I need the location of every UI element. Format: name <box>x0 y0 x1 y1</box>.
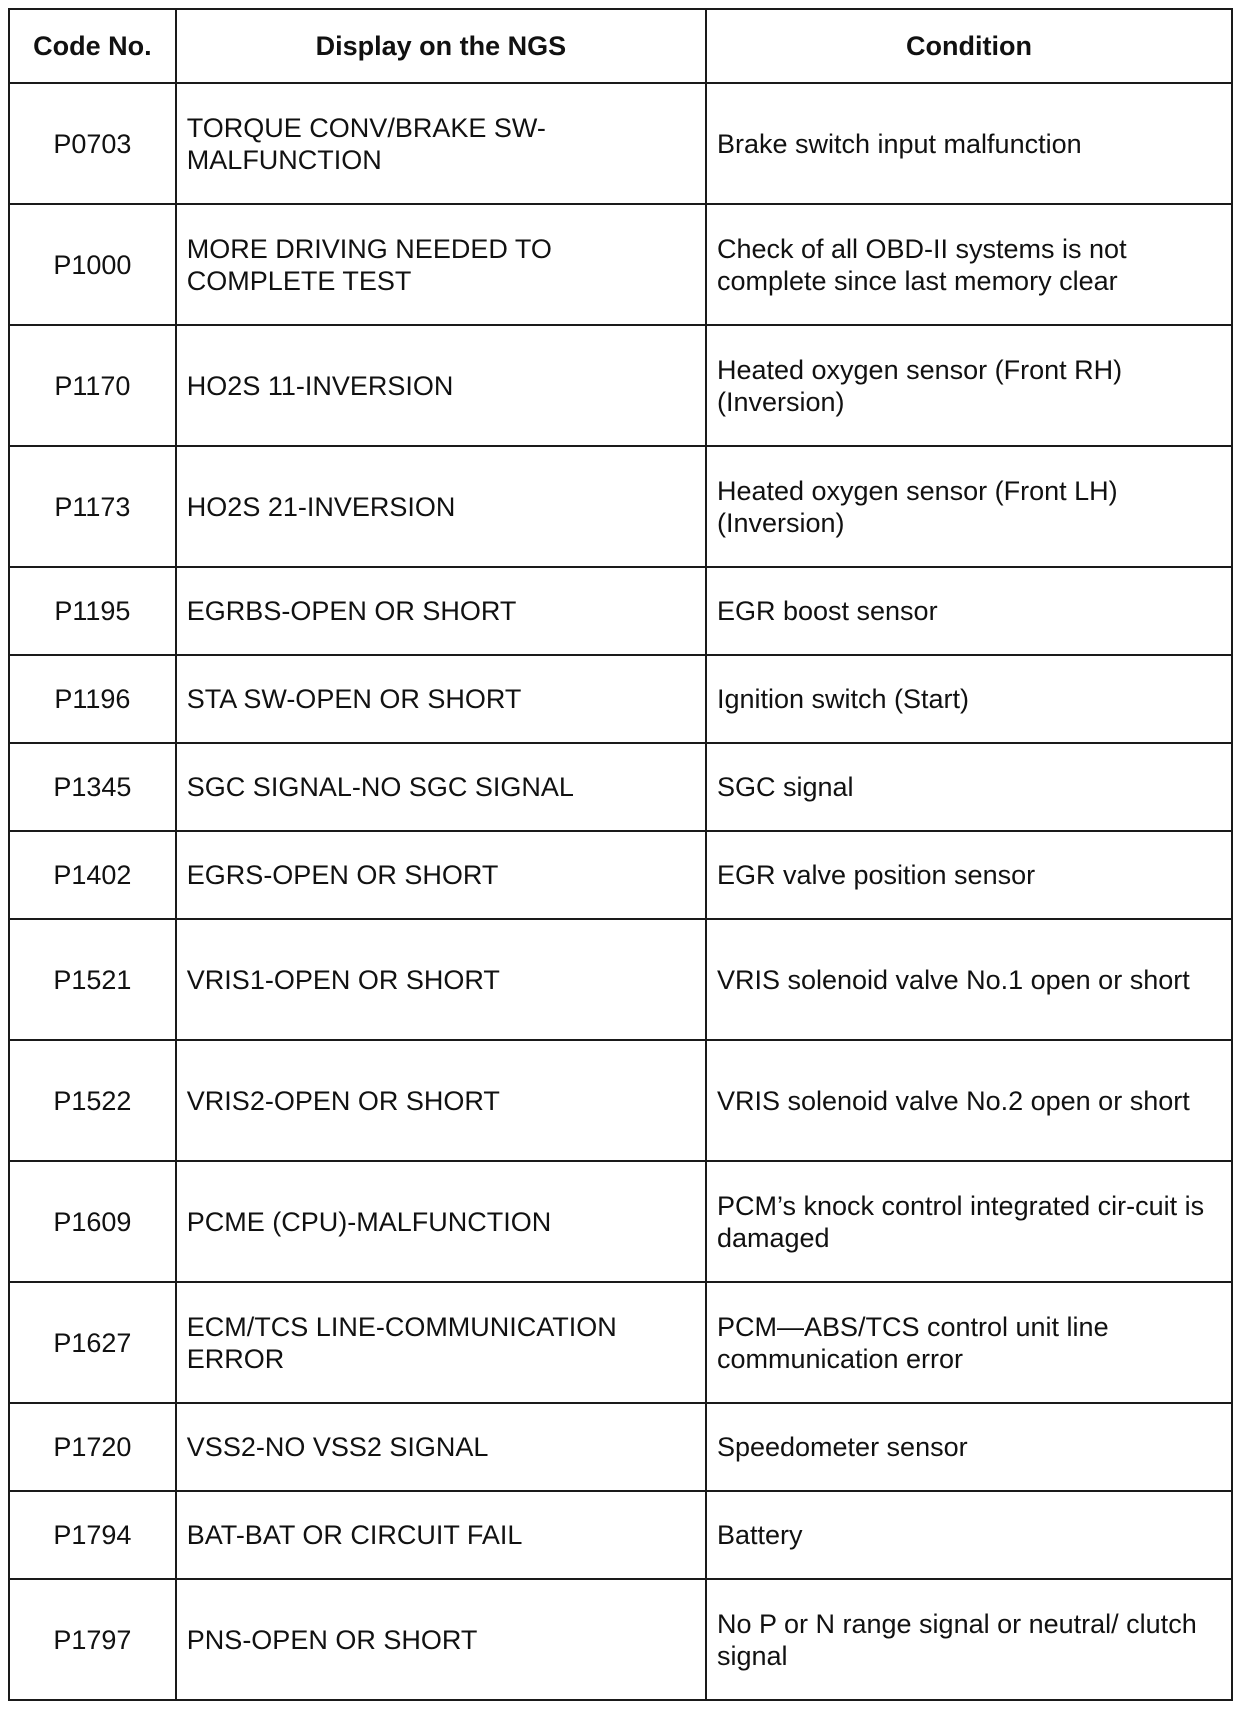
display-cell: TORQUE CONV/BRAKE SW-MALFUNCTION <box>176 83 706 204</box>
code-cell: P1345 <box>9 743 176 831</box>
display-cell: PNS-OPEN OR SHORT <box>176 1579 706 1700</box>
table-row <box>9 1579 1232 1700</box>
table-row <box>9 919 1232 1040</box>
code-cell: P1173 <box>9 446 176 567</box>
display-cell: BAT-BAT OR CIRCUIT FAIL <box>176 1491 706 1579</box>
condition-cell: EGR boost sensor <box>706 567 1232 655</box>
code-cell: P1797 <box>9 1579 176 1700</box>
table-row <box>9 831 1232 919</box>
header-condition: Condition <box>706 9 1232 83</box>
code-cell: P1609 <box>9 1161 176 1282</box>
document-page <box>8 8 1233 1701</box>
condition-cell: PCM—ABS/TCS control unit line communication error <box>706 1282 1232 1403</box>
display-cell: HO2S 21-INVERSION <box>176 446 706 567</box>
table-row <box>9 204 1232 325</box>
code-cell: P1170 <box>9 325 176 446</box>
table-row <box>9 655 1232 743</box>
code-cell: P1720 <box>9 1403 176 1491</box>
code-cell: P1196 <box>9 655 176 743</box>
display-cell: SGC SIGNAL-NO SGC SIGNAL <box>176 743 706 831</box>
condition-cell: Speedometer sensor <box>706 1403 1232 1491</box>
condition-cell: Heated oxygen sensor (Front RH) (Inversion) <box>706 325 1232 446</box>
display-cell: VRIS1-OPEN OR SHORT <box>176 919 706 1040</box>
display-cell: VRIS2-OPEN OR SHORT <box>176 1040 706 1161</box>
table-row <box>9 1161 1232 1282</box>
table-row <box>9 446 1232 567</box>
table-row <box>9 1040 1232 1161</box>
display-cell: EGRS-OPEN OR SHORT <box>176 831 706 919</box>
condition-cell: PCM’s knock control integrated cir-cuit is damaged <box>706 1161 1232 1282</box>
diagnostic-code-table <box>8 8 1233 1701</box>
display-cell: ECM/TCS LINE-COMMUNICATION ERROR <box>176 1282 706 1403</box>
table-row <box>9 1403 1232 1491</box>
code-cell: P1521 <box>9 919 176 1040</box>
table-row <box>9 325 1232 446</box>
code-cell: P1522 <box>9 1040 176 1161</box>
table-row <box>9 1491 1232 1579</box>
display-cell: MORE DRIVING NEEDED TO COMPLETE TEST <box>176 204 706 325</box>
condition-cell: Check of all OBD-II systems is not complete since last memory clear <box>706 204 1232 325</box>
condition-cell: SGC signal <box>706 743 1232 831</box>
display-cell: VSS2-NO VSS2 SIGNAL <box>176 1403 706 1491</box>
condition-cell: VRIS solenoid valve No.1 open or short <box>706 919 1232 1040</box>
condition-cell: No P or N range signal or neutral/ clutch signal <box>706 1579 1232 1700</box>
code-cell: P1627 <box>9 1282 176 1403</box>
condition-cell: Heated oxygen sensor (Front LH) (Inversion) <box>706 446 1232 567</box>
display-cell: HO2S 11-INVERSION <box>176 325 706 446</box>
condition-cell: Ignition switch (Start) <box>706 655 1232 743</box>
code-cell: P1794 <box>9 1491 176 1579</box>
display-cell: PCME (CPU)-MALFUNCTION <box>176 1161 706 1282</box>
header-code-no: Code No. <box>9 9 176 83</box>
display-cell: STA SW-OPEN OR SHORT <box>176 655 706 743</box>
code-cell: P1000 <box>9 204 176 325</box>
condition-cell: Battery <box>706 1491 1232 1579</box>
display-cell: EGRBS-OPEN OR SHORT <box>176 567 706 655</box>
code-cell: P1402 <box>9 831 176 919</box>
table-body <box>9 83 1232 1700</box>
table-row <box>9 567 1232 655</box>
code-cell: P0703 <box>9 83 176 204</box>
table-row <box>9 743 1232 831</box>
table-row <box>9 83 1232 204</box>
condition-cell: Brake switch input malfunction <box>706 83 1232 204</box>
header-display-on-ngs: Display on the NGS <box>176 9 706 83</box>
condition-cell: VRIS solenoid valve No.2 open or short <box>706 1040 1232 1161</box>
condition-cell: EGR valve position sensor <box>706 831 1232 919</box>
code-cell: P1195 <box>9 567 176 655</box>
table-row <box>9 1282 1232 1403</box>
table-header-row <box>9 9 1232 83</box>
